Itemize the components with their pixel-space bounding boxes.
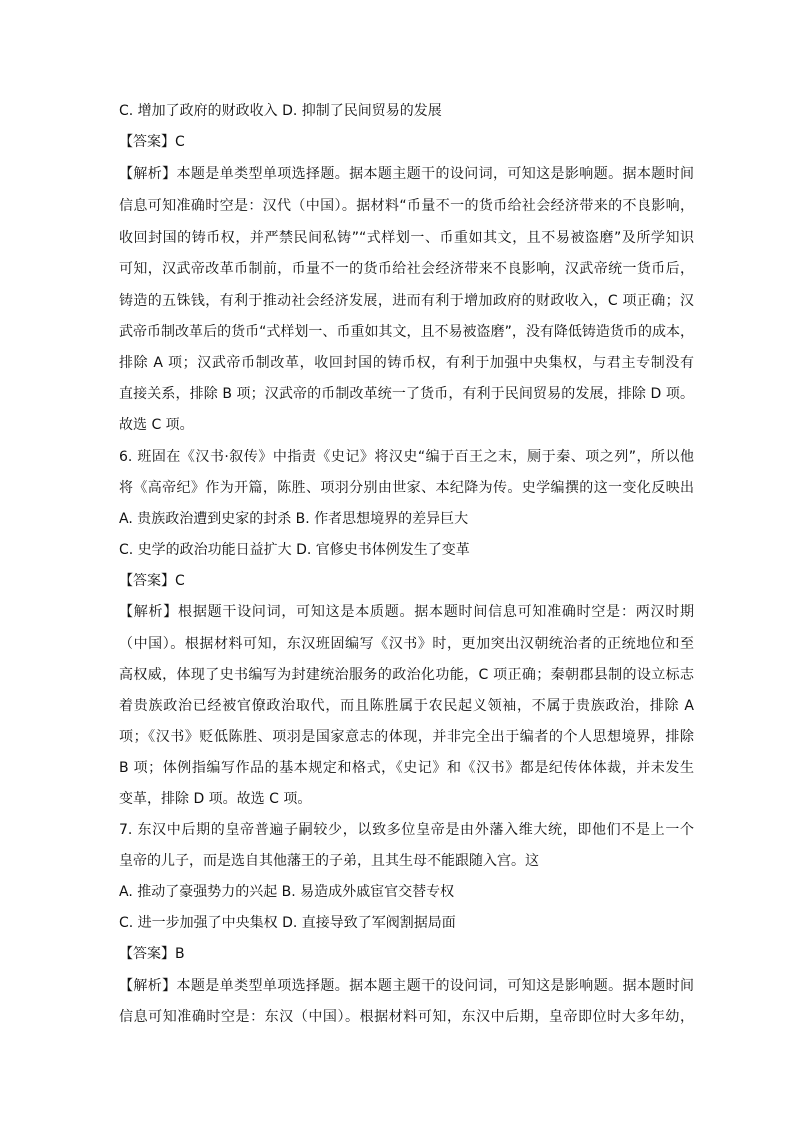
analysis-line: 项；《汉书》贬低陈胜、项羽是国家意志的体现，并非完全出于编者的个人思想境界，排除 bbox=[119, 729, 694, 745]
answer-line: 【答案】B bbox=[119, 946, 185, 962]
analysis-line: 收回封国的铸币权，并严禁民间私铸”“式样划一、币重如其文，且不易被盗磨”及所学知识 bbox=[119, 230, 694, 246]
option-line: A. 贵族政治遭到史家的封杀 B. 作者思想境界的差异巨大 bbox=[119, 511, 469, 527]
question-stem-line: 将《高帝纪》作为开篇，陈胜、项羽分别由世家、本纪降为传。史学编撰的这一变化反映出 bbox=[119, 480, 694, 496]
analysis-line: 【解析】根据题干设问词，可知这是本质题。据本题时间信息可知准确时空是：两汉时期 bbox=[119, 604, 694, 620]
question-stem-line: 皇帝的儿子，而是选自其他藩王的子弟，且其生母不能跟随入宫。这 bbox=[119, 853, 539, 869]
analysis-line: 变革，排除 D 项。故选 C 项。 bbox=[119, 791, 312, 807]
option-line: C. 史学的政治功能日益扩大 D. 官修史书体例发生了变革 bbox=[119, 542, 470, 558]
analysis-line: 信息可知准确时空是：汉代（中国）。据材料“币量不一的货币给社会经济带来的不良影响， bbox=[119, 198, 694, 214]
question-stem-line: 7. 东汉中后期的皇帝普遍子嗣较少，以致多位皇帝是由外藩入维大统，即他们不是上一个 bbox=[119, 822, 694, 838]
analysis-line: 铸造的五铢钱，有利于推动社会经济发展，进而有利于增加政府的财政收入，C 项正确；汉 bbox=[119, 293, 694, 309]
analysis-line: 【解析】本题是单类型单项选择题。据本题主题干的设问词，可知这是影响题。据本题时间 bbox=[119, 166, 694, 182]
analysis-line: 故选 C 项。 bbox=[119, 417, 194, 433]
answer-line: 【答案】C bbox=[119, 573, 185, 589]
analysis-line: （中国）。根据材料可知，东汉班固编写《汉书》时，更加突出汉朝统治者的正统地位和至 bbox=[119, 636, 694, 652]
option-line: C. 进一步加强了中央集权 D. 直接导致了军阀割据局面 bbox=[119, 915, 456, 931]
analysis-line: 排除 A 项；汉武帝币制改革，收回封国的铸币权，有利于加强中央集权，与君主专制没有 bbox=[119, 355, 694, 371]
question-stem-line: 6. 班固在《汉书·叙传》中指责《史记》将汉史“编于百王之末，厕于秦、项之列”，所以他 bbox=[119, 449, 694, 465]
analysis-line: B 项；体例指编写作品的基本规定和格式，《史记》和《汉书》都是纪传体体裁，并未发生 bbox=[119, 760, 694, 776]
analysis-line: 直接关系，排除 B 项；汉武帝的币制改革统一了货币，有利于民间贸易的发展，排除 D 项。 bbox=[119, 386, 694, 402]
analysis-line: 可知，汉武帝改革币制前，币量不一的货币给社会经济带来不良影响，汉武帝统一货币后， bbox=[119, 261, 694, 277]
analysis-line: 信息可知准确时空是：东汉（中国）。根据材料可知，东汉中后期，皇帝即位时大多年幼， bbox=[119, 1009, 694, 1025]
analysis-line: 着贵族政治已经被官僚政治取代，而且陈胜属于农民起义领袖，不属于贵族政治，排除 A bbox=[119, 698, 694, 714]
option-line: C. 增加了政府的财政收入 D. 抑制了民间贸易的发展 bbox=[119, 103, 442, 119]
analysis-line: 武帝币制改革后的货币“式样划一、币重如其文，且不易被盗磨”，没有降低铸造货币的成本， bbox=[119, 324, 694, 340]
analysis-line: 【解析】本题是单类型单项选择题。据本题主题干的设问词，可知这是影响题。据本题时间 bbox=[119, 978, 694, 994]
option-line: A. 推动了豪强势力的兴起 B. 易造成外戚宦官交替专权 bbox=[119, 884, 455, 900]
answer-line: 【答案】C bbox=[119, 134, 185, 150]
analysis-line: 高权威，体现了史书编写为封建统治服务的政治化功能，C 项正确；秦朝郡县制的设立标志 bbox=[119, 667, 694, 683]
